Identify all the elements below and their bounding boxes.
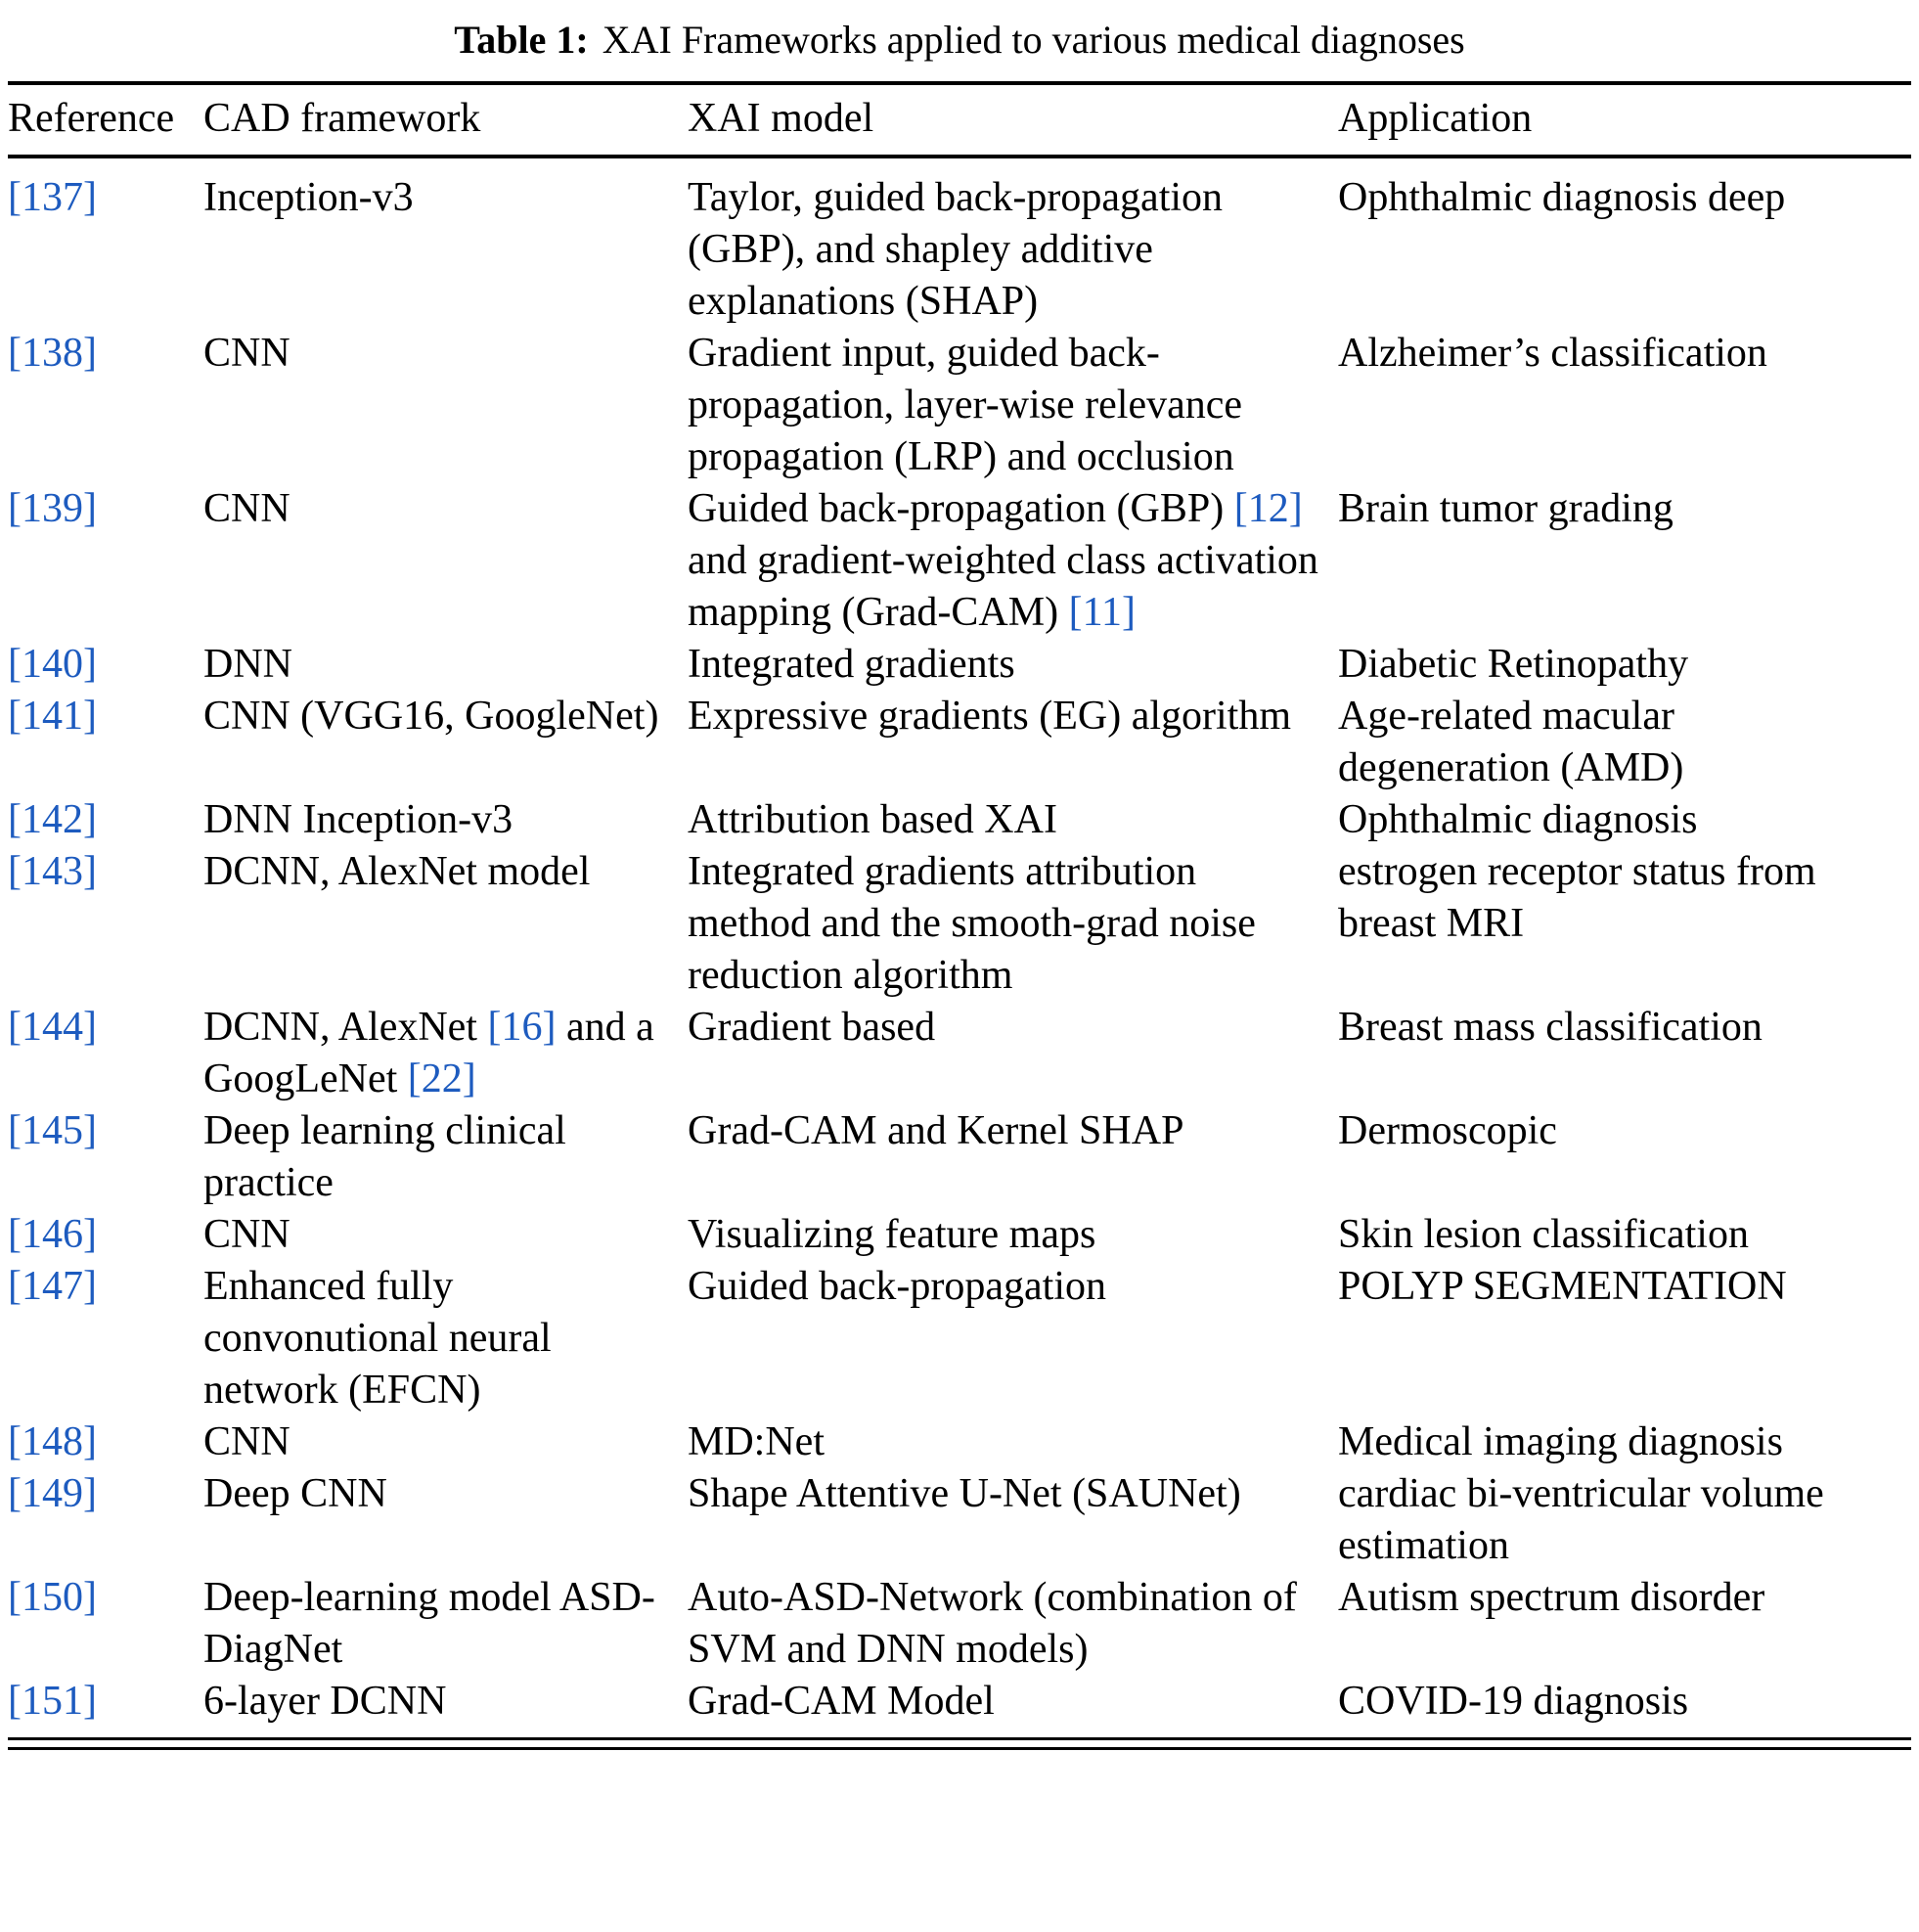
reference-cell [8, 483, 203, 639]
table-row [8, 639, 1911, 691]
table-body [8, 157, 1911, 1739]
citation-link[interactable]: [12] [1233, 486, 1303, 531]
header-row [8, 83, 1911, 157]
column-header-reference: Reference [8, 83, 203, 157]
cad-framework-cell: Deep CNN [203, 1471, 387, 1516]
xai-model-cell: Visualizing feature maps [688, 1212, 1096, 1257]
xai-frameworks-table [8, 81, 1911, 1740]
table-row [8, 1261, 1911, 1416]
cad-framework-cell: DCNN, AlexNet [16] and a GoogLeNet [22] [203, 1005, 654, 1101]
xai-model-cell: Gradient based [688, 1005, 936, 1050]
table-row [8, 846, 1911, 1002]
xai-model-cell: Guided back-propagation [688, 1264, 1107, 1309]
reference-cell [8, 157, 203, 328]
citation-link[interactable]: [16] [487, 1005, 557, 1050]
table-row [8, 1468, 1911, 1572]
application-cell: Ophthalmic diagnosis [1338, 797, 1698, 842]
reference-cell [8, 846, 203, 1002]
xai-model-cell: Taylor, guided back-propagation (GBP), and shapley additive explanations (SHAP) [688, 175, 1224, 324]
application-cell: estrogen receptor status from breast MRI [1338, 849, 1816, 946]
reference-cell [8, 1416, 203, 1468]
application-cell: Brain tumor grading [1338, 486, 1674, 531]
reference-cell [8, 639, 203, 691]
xai-model-cell: Gradient input, guided back-propagation, layer-wise relevance propagation (LRP) and occlusion [688, 331, 1243, 479]
cad-framework-cell: CNN (VGG16, GoogleNet) [203, 694, 659, 739]
xai-model-cell: MD:Net [688, 1419, 825, 1464]
cad-framework-cell: Enhanced fully convonutional neural network (EFCN) [203, 1264, 552, 1413]
table-row [8, 1572, 1911, 1676]
table-row [8, 794, 1911, 846]
cad-framework-cell: CNN [203, 486, 290, 531]
reference-cell [8, 328, 203, 483]
table-row [8, 1105, 1911, 1209]
application-cell: Dermoscopic [1338, 1108, 1557, 1153]
cad-framework-cell: CNN [203, 1212, 290, 1257]
xai-model-cell: Guided back-propagation (GBP) [12] and gradient-weighted class activation mapping (Grad-CAM) [11] [688, 486, 1318, 635]
application-cell: POLYP SEGMENTATION [1338, 1264, 1787, 1309]
reference-cell [8, 1572, 203, 1676]
application-cell: Diabetic Retinopathy [1338, 642, 1689, 687]
xai-model-cell: Shape Attentive U-Net (SAUNet) [688, 1471, 1241, 1516]
cad-framework-cell: DNN [203, 642, 292, 687]
citation-link[interactable]: [139] [8, 486, 97, 531]
reference-cell [8, 1468, 203, 1572]
citation-link[interactable]: [143] [8, 849, 97, 894]
column-header-cad-framework: CAD framework [203, 83, 688, 157]
table-caption [8, 14, 1911, 66]
citation-link[interactable]: [151] [8, 1679, 97, 1724]
reference-cell [8, 1002, 203, 1105]
citation-link[interactable]: [22] [407, 1056, 476, 1101]
cad-framework-cell: Inception-v3 [203, 175, 414, 220]
citation-link[interactable]: [11] [1068, 590, 1137, 635]
table-row [8, 1209, 1911, 1261]
application-cell: Autism spectrum disorder [1338, 1575, 1765, 1620]
citation-link[interactable]: [144] [8, 1005, 97, 1050]
table-row [8, 1676, 1911, 1739]
application-cell: Medical imaging diagnosis [1338, 1419, 1783, 1464]
application-cell: Alzheimer’s classification [1338, 331, 1767, 376]
xai-model-cell: Attribution based XAI [688, 797, 1057, 842]
cad-framework-cell: CNN [203, 1419, 290, 1464]
table-header [8, 83, 1911, 157]
xai-model-cell: Expressive gradients (EG) algorithm [688, 694, 1291, 739]
table-row [8, 1416, 1911, 1468]
reference-cell [8, 1209, 203, 1261]
application-cell: Skin lesion classification [1338, 1212, 1749, 1257]
citation-link[interactable]: [145] [8, 1108, 97, 1153]
xai-model-cell: Grad-CAM Model [688, 1679, 995, 1724]
reference-cell [8, 1261, 203, 1416]
table-row [8, 483, 1911, 639]
cad-framework-cell: 6-layer DCNN [203, 1679, 447, 1724]
application-cell: Ophthalmic diagnosis deep [1338, 175, 1786, 220]
table-row [8, 328, 1911, 483]
column-header-xai-model: XAI model [688, 83, 1338, 157]
reference-cell [8, 1676, 203, 1739]
citation-link[interactable]: [142] [8, 797, 97, 842]
cad-framework-cell: DNN Inception-v3 [203, 797, 513, 842]
cad-framework-cell: Deep-learning model ASD-DiagNet [203, 1575, 655, 1672]
citation-link[interactable]: [137] [8, 175, 97, 220]
column-header-application: Application [1338, 83, 1911, 157]
table-caption-text: XAI Frameworks applied to various medical diagnoses [602, 18, 1465, 62]
application-cell: Breast mass classification [1338, 1005, 1763, 1050]
application-cell: cardiac bi-ventricular volume estimation [1338, 1471, 1824, 1568]
xai-model-cell: Integrated gradients [688, 642, 1015, 687]
citation-link[interactable]: [149] [8, 1471, 97, 1516]
application-cell: COVID-19 diagnosis [1338, 1679, 1689, 1724]
xai-model-cell: Grad-CAM and Kernel SHAP [688, 1108, 1184, 1153]
citation-link[interactable]: [148] [8, 1419, 97, 1464]
reference-cell [8, 1105, 203, 1209]
table-row [8, 1002, 1911, 1105]
cad-framework-cell: CNN [203, 331, 290, 376]
table-caption-label: Table 1: [454, 18, 589, 62]
citation-link[interactable]: [140] [8, 642, 97, 687]
citation-link[interactable]: [141] [8, 694, 97, 739]
table-row [8, 691, 1911, 794]
table-row [8, 157, 1911, 328]
reference-cell [8, 691, 203, 794]
citation-link[interactable]: [138] [8, 331, 97, 376]
table-bottom-rule [8, 1747, 1911, 1750]
citation-link[interactable]: [147] [8, 1264, 97, 1309]
citation-link[interactable]: [146] [8, 1212, 97, 1257]
application-cell: Age-related macular degeneration (AMD) [1338, 694, 1684, 790]
xai-model-cell: Integrated gradients attribution method and the smooth-grad noise reduction algorithm [688, 849, 1256, 998]
citation-link[interactable]: [150] [8, 1575, 97, 1620]
cad-framework-cell: Deep learning clinical practice [203, 1108, 566, 1205]
xai-model-cell: Auto-ASD-Network (combination of SVM and DNN models) [688, 1575, 1297, 1672]
reference-cell [8, 794, 203, 846]
cad-framework-cell: DCNN, AlexNet model [203, 849, 591, 894]
